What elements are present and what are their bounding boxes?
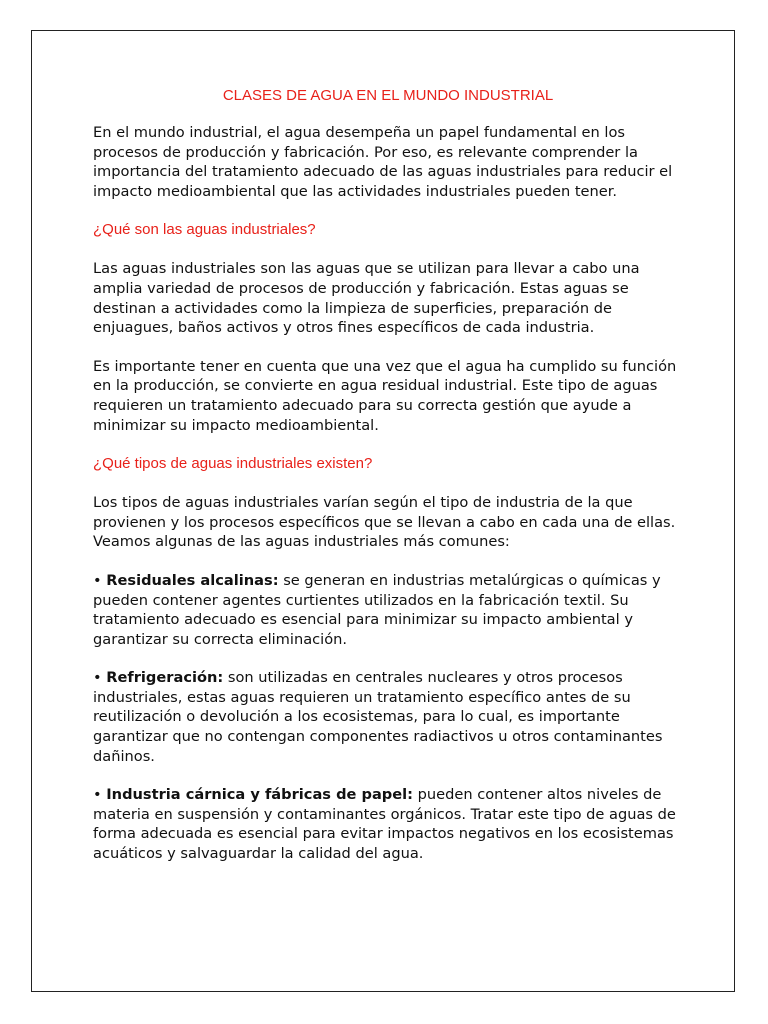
section1-paragraph-2: Es importante tener en cuenta que una vez que el agua ha cumplido su función en la producción, se convierte en agua residual industrial. Este tipo de aguas requieren un tratamiento adecuado para su correcta gestión que ayude a minimizar su impacto medioambiental.	[93, 357, 677, 434]
section2-intro-paragraph: Los tipos de aguas industriales varían según el tipo de industria de la que provienen y los procesos específicos que se llevan a cabo en cada una de ellas. Veamos algunas de las aguas industriales más comunes:	[93, 494, 676, 551]
bullet-item-residuales-alcalinas	[93, 571, 683, 649]
bullet-term: Refrigeración:	[106, 669, 224, 687]
document-content	[93, 86, 683, 883]
bullet-text: se generan en industrias metalúrgicas o químicas y pueden contener agentes curtientes utilizados en la fabricación textil. Su tratamiento adecuado es esencial para minimizar su impacto ambiental y garantizar su correcta eliminación.	[93, 571, 661, 648]
bullet-term: Residuales alcalinas:	[106, 571, 279, 589]
bullet-marker: •	[93, 669, 102, 687]
bullet-item-refrigeracion	[93, 668, 683, 766]
section-heading-types: ¿Qué tipos de aguas industriales existen?	[93, 455, 373, 473]
bullet-marker: •	[93, 571, 102, 589]
bullet-item-industria-carnica	[93, 785, 683, 863]
bullet-term: Industria cárnica y fábricas de papel:	[106, 786, 413, 804]
intro-paragraph: En el mundo industrial, el agua desempeña un papel fundamental en los procesos de producción y fabricación. Por eso, es relevante comprender la importancia del tratamiento adecuado de las aguas industriales para reducir el impacto medioambiental que las actividades industriales pueden tener.	[93, 124, 673, 200]
section1-paragraph-1: Las aguas industriales son las aguas que se utilizan para llevar a cabo una amplia variedad de procesos de producción y fabricación. Estas aguas se destinan a actividades como la limpieza de superficies, preparación de enjuagues, baños activos y otros fines específicos de cada industria.	[93, 260, 640, 337]
document-page	[31, 30, 735, 992]
bullet-text: son utilizadas en centrales nucleares y otros procesos industriales, estas aguas requieren un tratamiento específico antes de su reutilización o devolución a los ecosistemas, para lo cual, es importante garantizar que no contengan componentes radiactivos u otros contaminantes dañinos.	[93, 669, 663, 765]
section-heading-what-are: ¿Qué son las aguas industriales?	[93, 221, 316, 239]
document-title: CLASES DE AGUA EN EL MUNDO INDUSTRIAL	[222, 87, 554, 104]
bullet-text: pueden contener altos niveles de materia en suspensión y contaminantes orgánicos. Tratar este tipo de aguas de forma adecuada es esencial para evitar impactos negativos en los ecosistemas acuáticos y salvaguardar la calidad del agua.	[93, 786, 676, 863]
bullet-marker: •	[93, 786, 102, 804]
